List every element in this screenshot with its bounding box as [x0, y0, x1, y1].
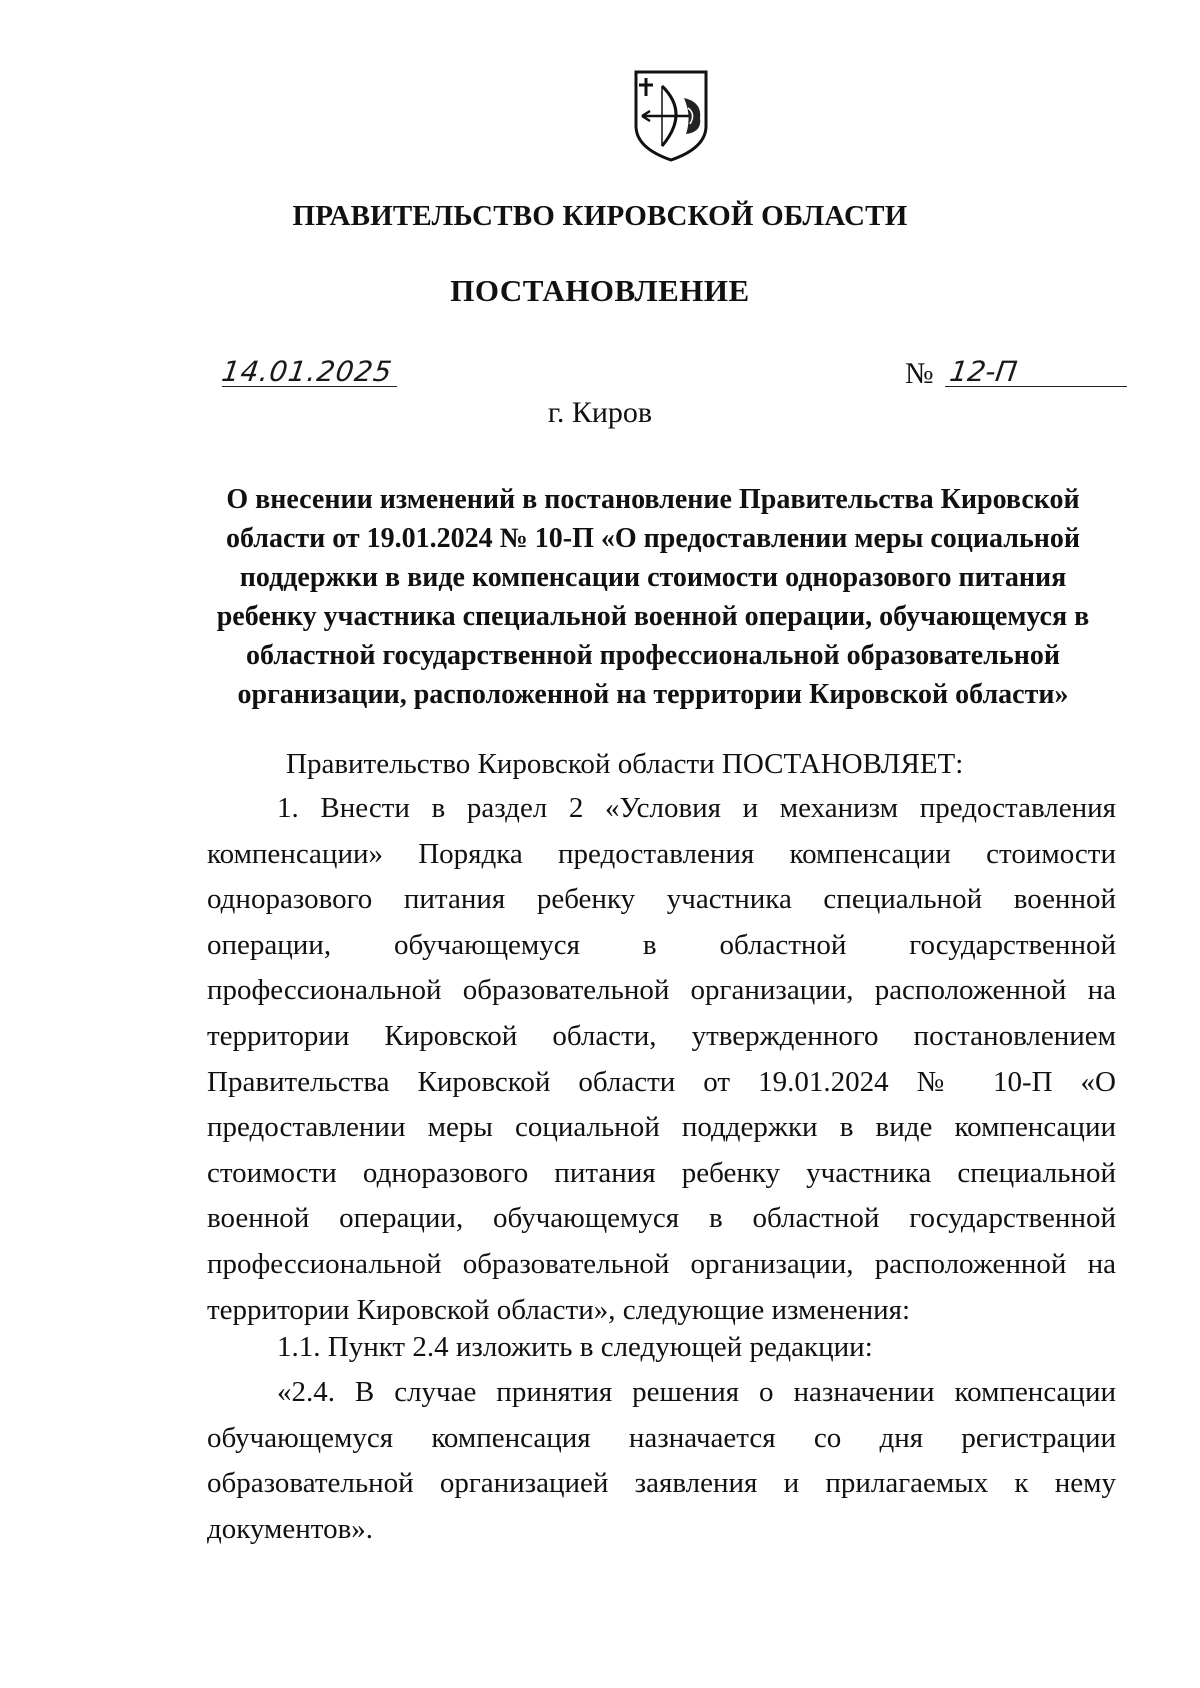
document-date: 14.01.2025 — [219, 355, 395, 388]
organization-title: ПРАВИТЕЛЬСТВО КИРОВСКОЙ ОБЛАСТИ — [292, 200, 908, 232]
coat-of-arms-icon — [632, 68, 710, 164]
document-type: ПОСТАНОВЛЕНИЕ — [450, 273, 750, 308]
document-subject: О внесении изменений в постановление Правительства Кировской области от 19.01.2024 № 10-П «О предоставлении меры социальной поддержки в виде компенсации стоимости одноразового питания ребенку участника специальной военной операции, обучающемуся в областной государственной профессиональной образовательной организации, расположенной на территории Кировской области» — [216, 484, 1090, 710]
number-label: № — [905, 357, 934, 390]
paragraph-2-4: «2.4. В случае принятия решения о назначении компенсации обучающемуся компенсация назначается со дня регистрации образовательной организацией заявления и прилагаемых к нему документов». — [207, 1376, 1116, 1545]
resolution-intro: Правительство Кировской области ПОСТАНОВЛЯЕТ: — [286, 748, 964, 780]
document-number: 12-П — [947, 355, 1020, 388]
paragraph-1: 1. Внести в раздел 2 «Условия и механизм предоставления компенсации» Порядка предоставления компенсации стоимости одноразового питания ребенку участника специальной военной операции, обучающемуся в областной государственной профессиональной образовательной организации, расположенной на территории Кировской области, утвержденного постановлением Правительства Кировской области от 19.01.2024 № 10-П «О предоставлении меры социальной поддержки в виде компенсации стоимости одноразового питания ребенку участника специальной военной операции, обучающемуся в областной государственной профессиональной образовательной организации, расположенной на территории Кировской области», следующие изменения: — [207, 792, 1116, 1326]
city: г. Киров — [547, 396, 653, 429]
paragraph-1-1: 1.1. Пункт 2.4 изложить в следующей редакции: — [277, 1331, 873, 1363]
